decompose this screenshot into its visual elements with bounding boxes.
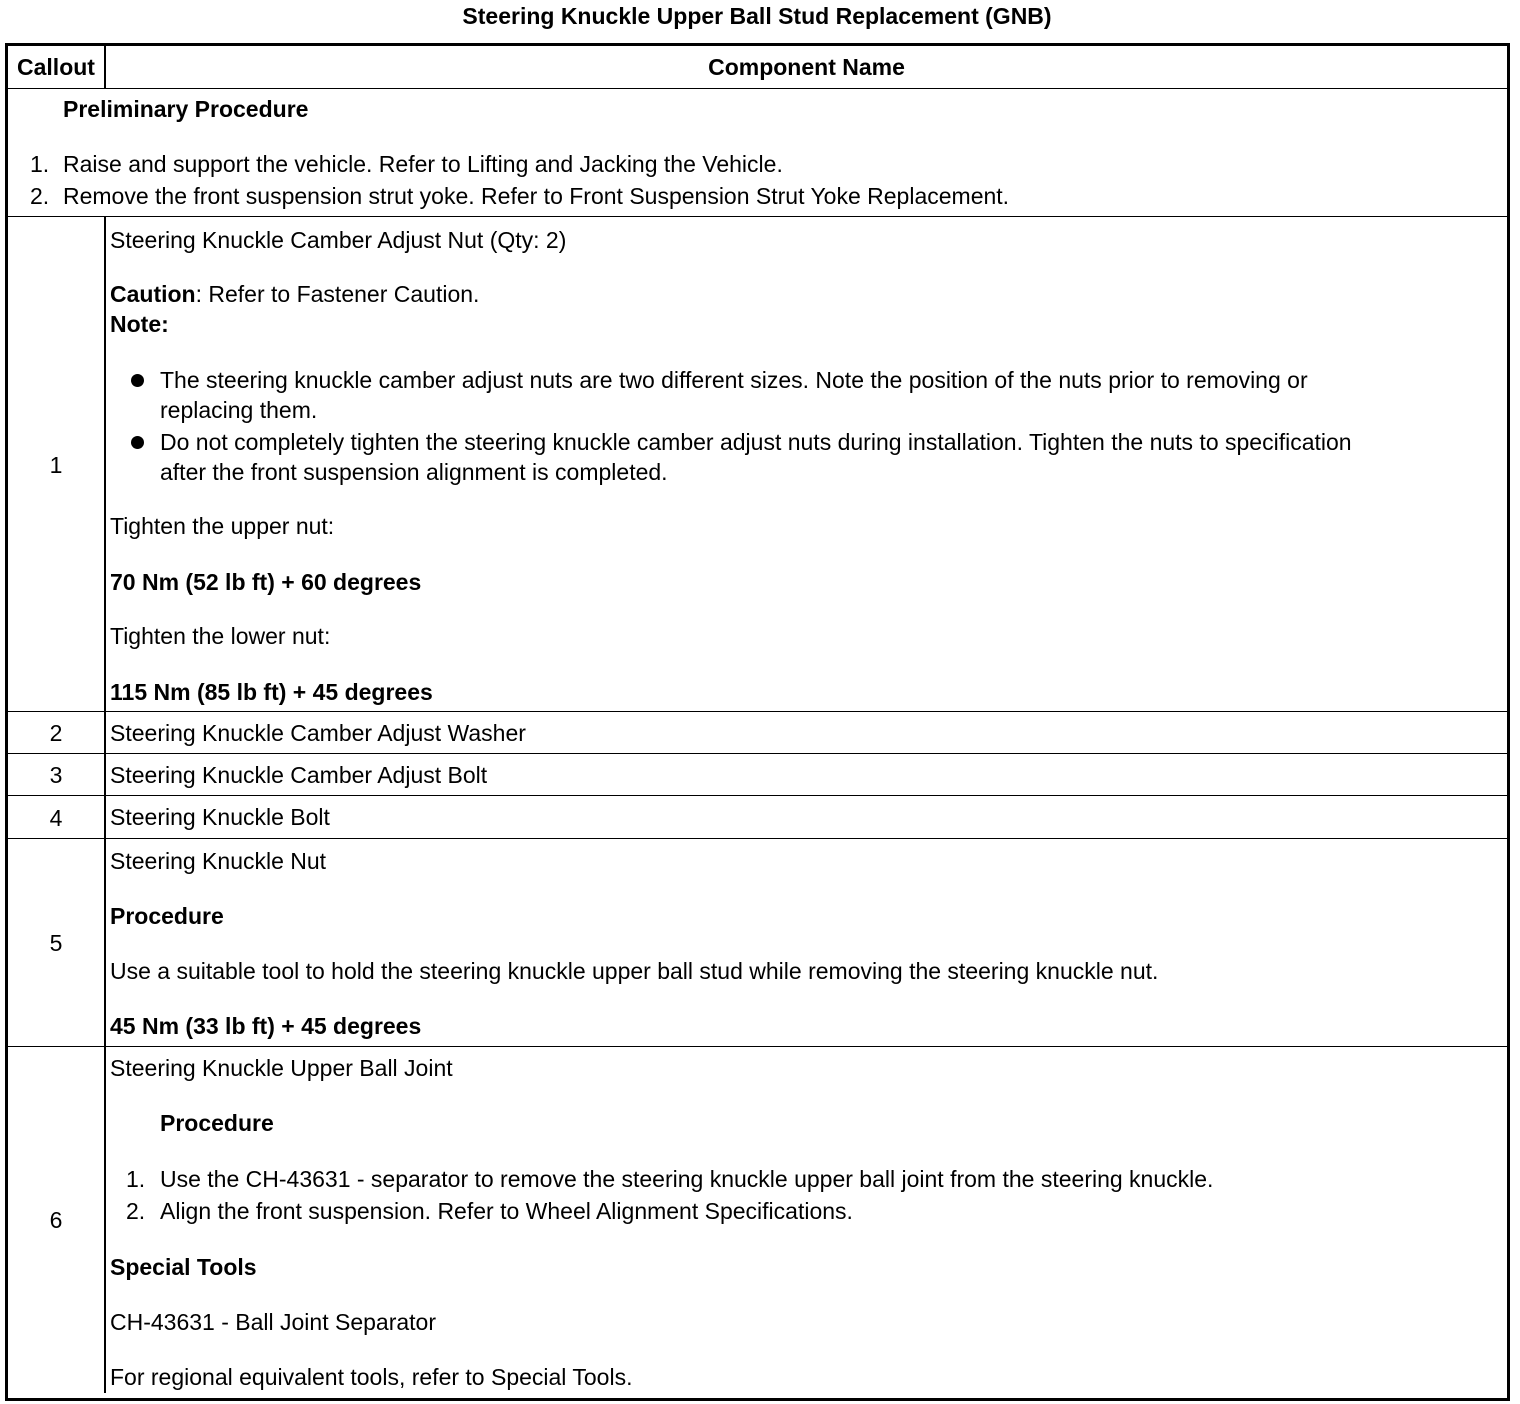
note-bullet-text-continued: replacing them.: [160, 397, 318, 423]
component-cell: [106, 839, 1507, 1047]
procedure-step-number: 2.: [126, 1198, 146, 1224]
caution-label: Caution: [110, 281, 196, 307]
special-tools-heading: Special Tools: [110, 1254, 257, 1280]
component-name-header: Component Name: [708, 54, 905, 80]
torque-spec: 45 Nm (33 lb ft) + 45 degrees: [110, 1013, 422, 1039]
note-bullet-text-continued: after the front suspension alignment is completed.: [160, 459, 668, 485]
component-name: Steering Knuckle Camber Adjust Nut (Qty: 2): [110, 227, 567, 253]
table-row: [8, 1046, 1507, 1393]
callout-cell: [8, 754, 106, 796]
callout-cell: [8, 712, 106, 754]
component-cell: [106, 217, 1507, 712]
preliminary-step-text: Raise and support the vehicle. Refer to Lifting and Jacking the Vehicle.: [63, 151, 783, 177]
callout-header: Callout: [17, 54, 95, 80]
note-bullet-text: The steering knuckle camber adjust nuts are two different sizes. Note the position of the nuts prior to removing or: [160, 367, 1308, 393]
note-bullet-text: Do not completely tighten the steering knuckle camber adjust nuts during installation. Tighten the nuts to specification: [160, 429, 1352, 455]
component-cell: [106, 1047, 1507, 1393]
component-name: Steering Knuckle Upper Ball Joint: [110, 1055, 453, 1081]
component-name: Steering Knuckle Bolt: [110, 804, 330, 830]
callout-cell: [8, 839, 106, 1047]
callout-number: 3: [49, 762, 63, 788]
component-header-cell: [106, 46, 1507, 88]
callout-cell: [8, 217, 106, 712]
component-cell: [106, 796, 1507, 839]
component-table: [5, 43, 1510, 1401]
table-row: [8, 216, 1507, 712]
caution-text: : Refer to Fastener Caution.: [195, 281, 480, 307]
procedure-step-number: 1.: [126, 1166, 146, 1192]
callout-number: 4: [49, 804, 63, 831]
component-cell: [106, 754, 1507, 796]
table-row: [8, 795, 1507, 839]
document-title: Steering Knuckle Upper Ball Stud Replacement (GNB): [462, 3, 1052, 29]
table-row: [8, 711, 1507, 754]
preliminary-step-number: 2.: [30, 183, 50, 209]
preliminary-procedure-row: [8, 88, 1507, 217]
regional-tools-note: For regional equivalent tools, refer to Special Tools.: [110, 1364, 633, 1390]
component-name: Steering Knuckle Camber Adjust Bolt: [110, 762, 488, 788]
callout-number: 5: [49, 930, 63, 956]
procedure-heading: Procedure: [160, 1110, 274, 1136]
procedure-text: Use a suitable tool to hold the steering knuckle upper ball stud while removing the steering knuckle nut.: [110, 958, 1159, 984]
component-cell: [106, 712, 1507, 754]
callout-cell: [8, 1047, 106, 1393]
upper-nut-label: Tighten the upper nut:: [110, 513, 335, 539]
component-name: Steering Knuckle Nut: [110, 848, 327, 874]
lower-nut-label: Tighten the lower nut:: [110, 623, 331, 649]
upper-nut-torque-spec: 70 Nm (52 lb ft) + 60 degrees: [110, 569, 422, 595]
callout-number: 6: [49, 1207, 63, 1233]
callout-number: 2: [49, 720, 63, 746]
bullet-icon: [131, 436, 144, 449]
table-header-row: [8, 46, 1507, 88]
callout-cell: [8, 796, 106, 839]
preliminary-step-number: 1.: [30, 151, 50, 177]
table-row: [8, 838, 1507, 1047]
callout-header-cell: [8, 46, 106, 88]
component-name: Steering Knuckle Camber Adjust Washer: [110, 720, 526, 746]
bullet-icon: [131, 374, 144, 387]
lower-nut-torque-spec: 115 Nm (85 lb ft) + 45 degrees: [110, 679, 433, 705]
callout-number: 1: [49, 451, 63, 478]
procedure-step-text: Use the CH-43631 - separator to remove the steering knuckle upper ball joint from the steering knuckle.: [160, 1166, 1214, 1192]
note-label: Note:: [110, 311, 169, 337]
procedure-step-text: Align the front suspension. Refer to Wheel Alignment Specifications.: [160, 1198, 853, 1224]
table-row: [8, 753, 1507, 796]
preliminary-heading: Preliminary Procedure: [63, 96, 309, 122]
caution-line: [110, 279, 479, 309]
special-tool-item: CH-43631 - Ball Joint Separator: [110, 1309, 436, 1335]
preliminary-step-text: Remove the front suspension strut yoke. Refer to Front Suspension Strut Yoke Replacement.: [63, 183, 1010, 209]
procedure-heading: Procedure: [110, 903, 224, 929]
